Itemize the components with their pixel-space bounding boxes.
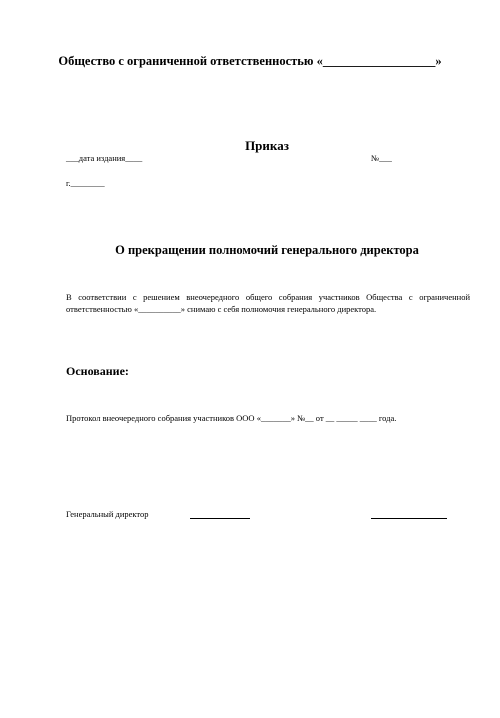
issue-date: ___дата издания____	[66, 153, 143, 163]
basis-label: Основание:	[66, 364, 129, 378]
signatory-title: Генеральный директор	[66, 509, 149, 519]
signature-line	[190, 518, 250, 519]
document-title: Приказ	[245, 138, 289, 153]
name-line	[371, 518, 447, 519]
city: г.________	[66, 178, 105, 188]
order-number: №___	[371, 153, 392, 163]
order-heading: О прекращении полномочий генерального директора	[115, 243, 419, 257]
organization-name: Общество с ограниченной ответственностью «__________________»	[58, 54, 442, 68]
basis-text: Протокол внеочередного собрания участников ООО «_______» №__ от __ _____ ____ года.	[66, 413, 397, 423]
order-paragraph: В соответствии с решением внеочередного общего собрания участников Общества с ограниченной ответственностью «__________» снимаю с себя полномочия генерального директора.	[66, 292, 470, 314]
